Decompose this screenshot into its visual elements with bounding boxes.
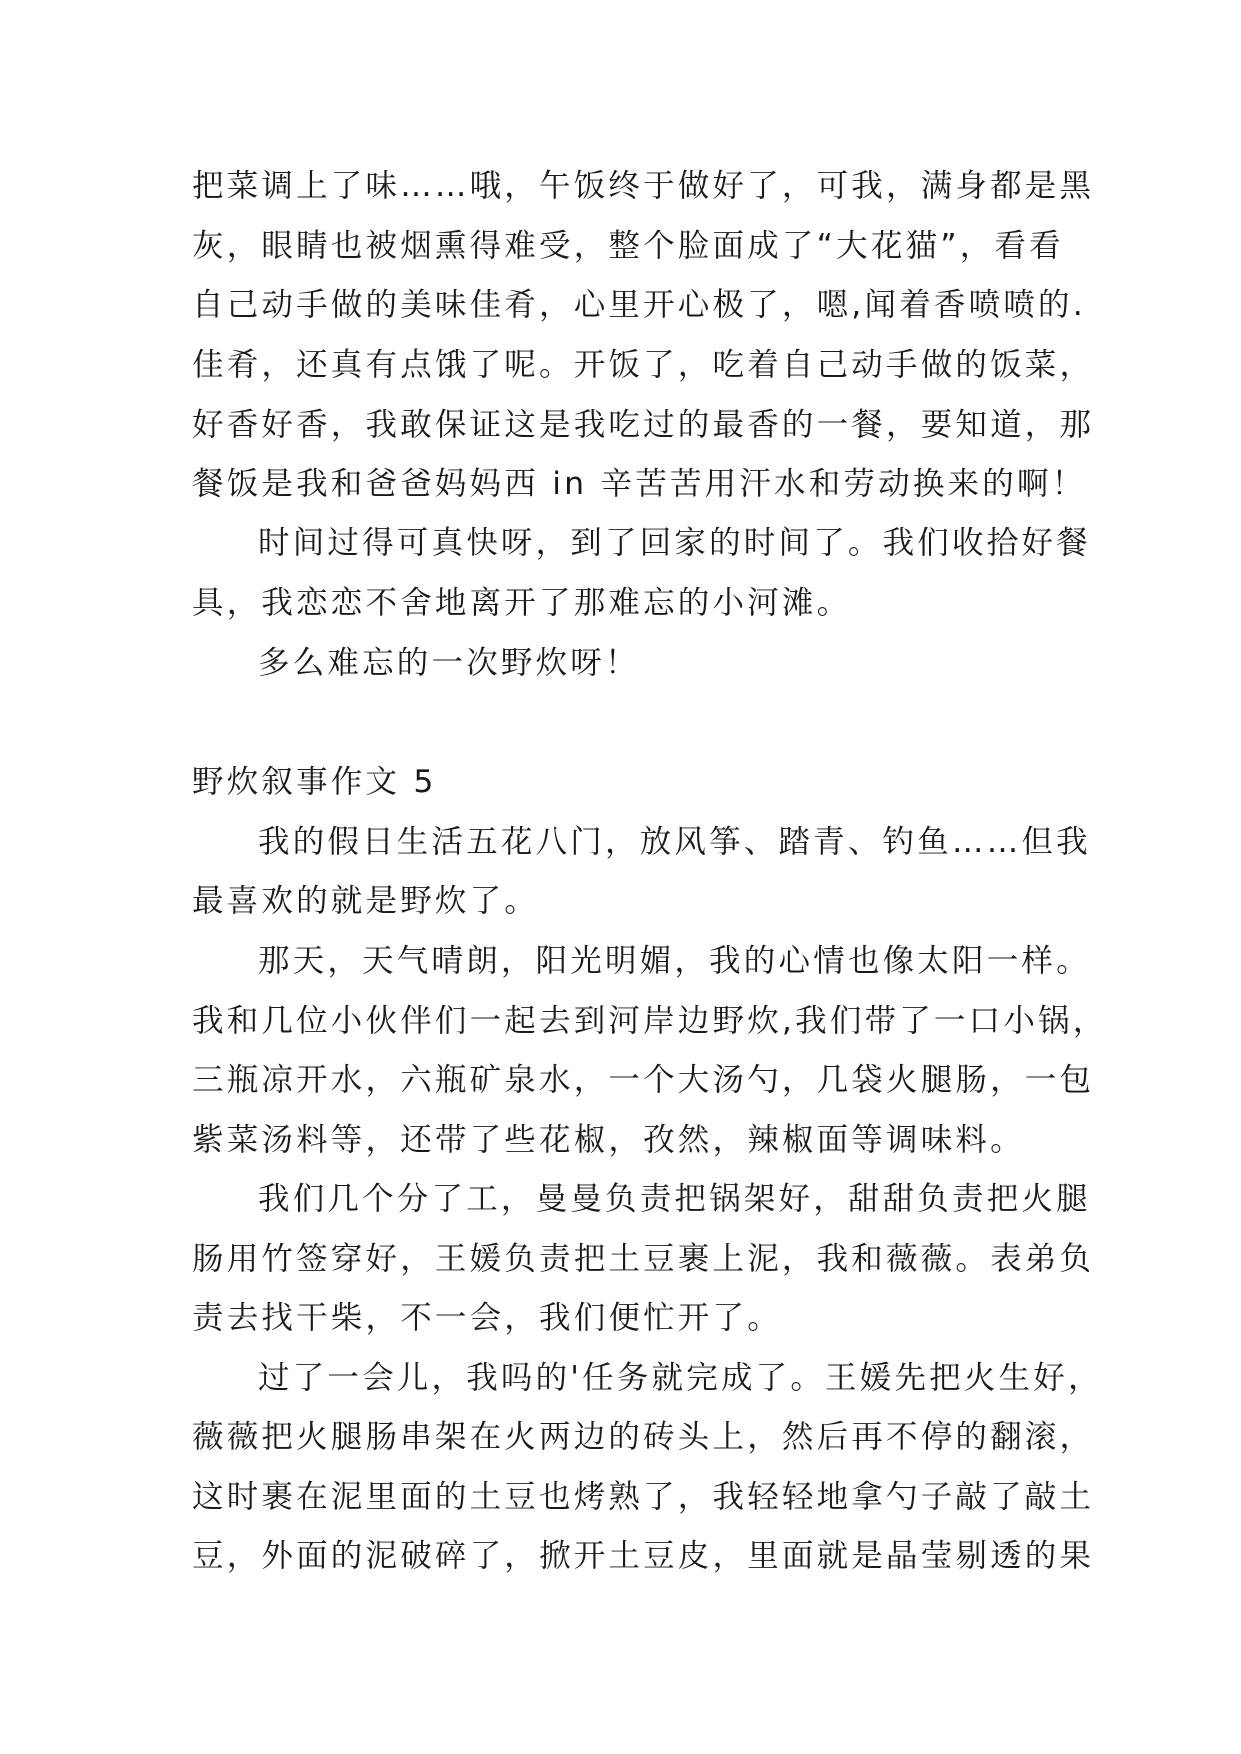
paragraph-start: 多么难忘的一次野炊呀！ — [258, 645, 640, 681]
text-line: 肠用竹签穿好，王媛负责把土豆裹上泥，我和薇薇。表弟负 — [192, 1241, 1095, 1277]
text-line: 薇薇把火腿肠串架在火两边的砖头上，然后再不停的翻滚， — [192, 1419, 1095, 1455]
paragraph-start: 时间过得可真快呀，到了回家的时间了。我们收拾好餐 — [258, 525, 1091, 561]
paragraph-start: 我们几个分了工，曼曼负责把锅架好，甜甜负责把火腿 — [258, 1181, 1091, 1217]
text-line: 自己动手做的美味佳肴，心里开心极了，嗯,闻着香喷喷的. — [192, 287, 1086, 323]
text-line: 这时裹在泥里面的土豆也烤熟了，我轻轻地拿勺子敲了敲土 — [192, 1479, 1095, 1515]
text-line: 灰，眼睛也被烟熏得难受，整个脸面成了“大花猫”，看看 — [192, 228, 1064, 264]
text-line: 好香好香，我敢保证这是我吃过的最香的一餐，要知道，那 — [192, 407, 1095, 443]
text-line: 最喜欢的就是野炊了。 — [192, 883, 540, 919]
text-line: 豆，外面的泥破碎了，掀开土豆皮，里面就是晶莹剔透的果 — [192, 1538, 1095, 1574]
text-line: 三瓶凉开水，六瓶矿泉水，一个大汤勺，几袋火腿肠，一包 — [192, 1062, 1095, 1098]
text-line: 具，我恋恋不舍地离开了那难忘的小河滩。 — [192, 585, 852, 621]
text-line: 紫菜汤料等，还带了些花椒，孜然，辣椒面等调味料。 — [192, 1122, 1025, 1158]
text-line: 把菜调上了味……哦，午饭终于做好了，可我，满身都是黑 — [192, 168, 1095, 204]
text-line: 我和几位小伙伴们一起去到河岸边野炊,我们带了一口小锅， — [192, 1003, 1108, 1039]
paragraph-start: 那天，天气晴朗，阳光明媚，我的心情也像太阳一样。 — [258, 943, 1091, 979]
paragraph-start: 我的假日生活五花八门，放风筝、踏青、钓鱼……但我 — [258, 824, 1091, 860]
text-line: 责去找干柴，不一会，我们便忙开了。 — [192, 1300, 782, 1336]
text-line: 佳肴，还真有点饿了呢。开饭了，吃着自己动手做的饭菜， — [192, 347, 1095, 383]
section-heading: 野炊叙事作文 5 — [192, 764, 437, 800]
paragraph-start: 过了一会儿，我吗的'任务就完成了。王媛先把火生好， — [258, 1360, 1103, 1396]
text-line: 餐饭是我和爸爸妈妈西 in 辛苦苦用汗水和劳动换来的啊！ — [192, 466, 1087, 502]
